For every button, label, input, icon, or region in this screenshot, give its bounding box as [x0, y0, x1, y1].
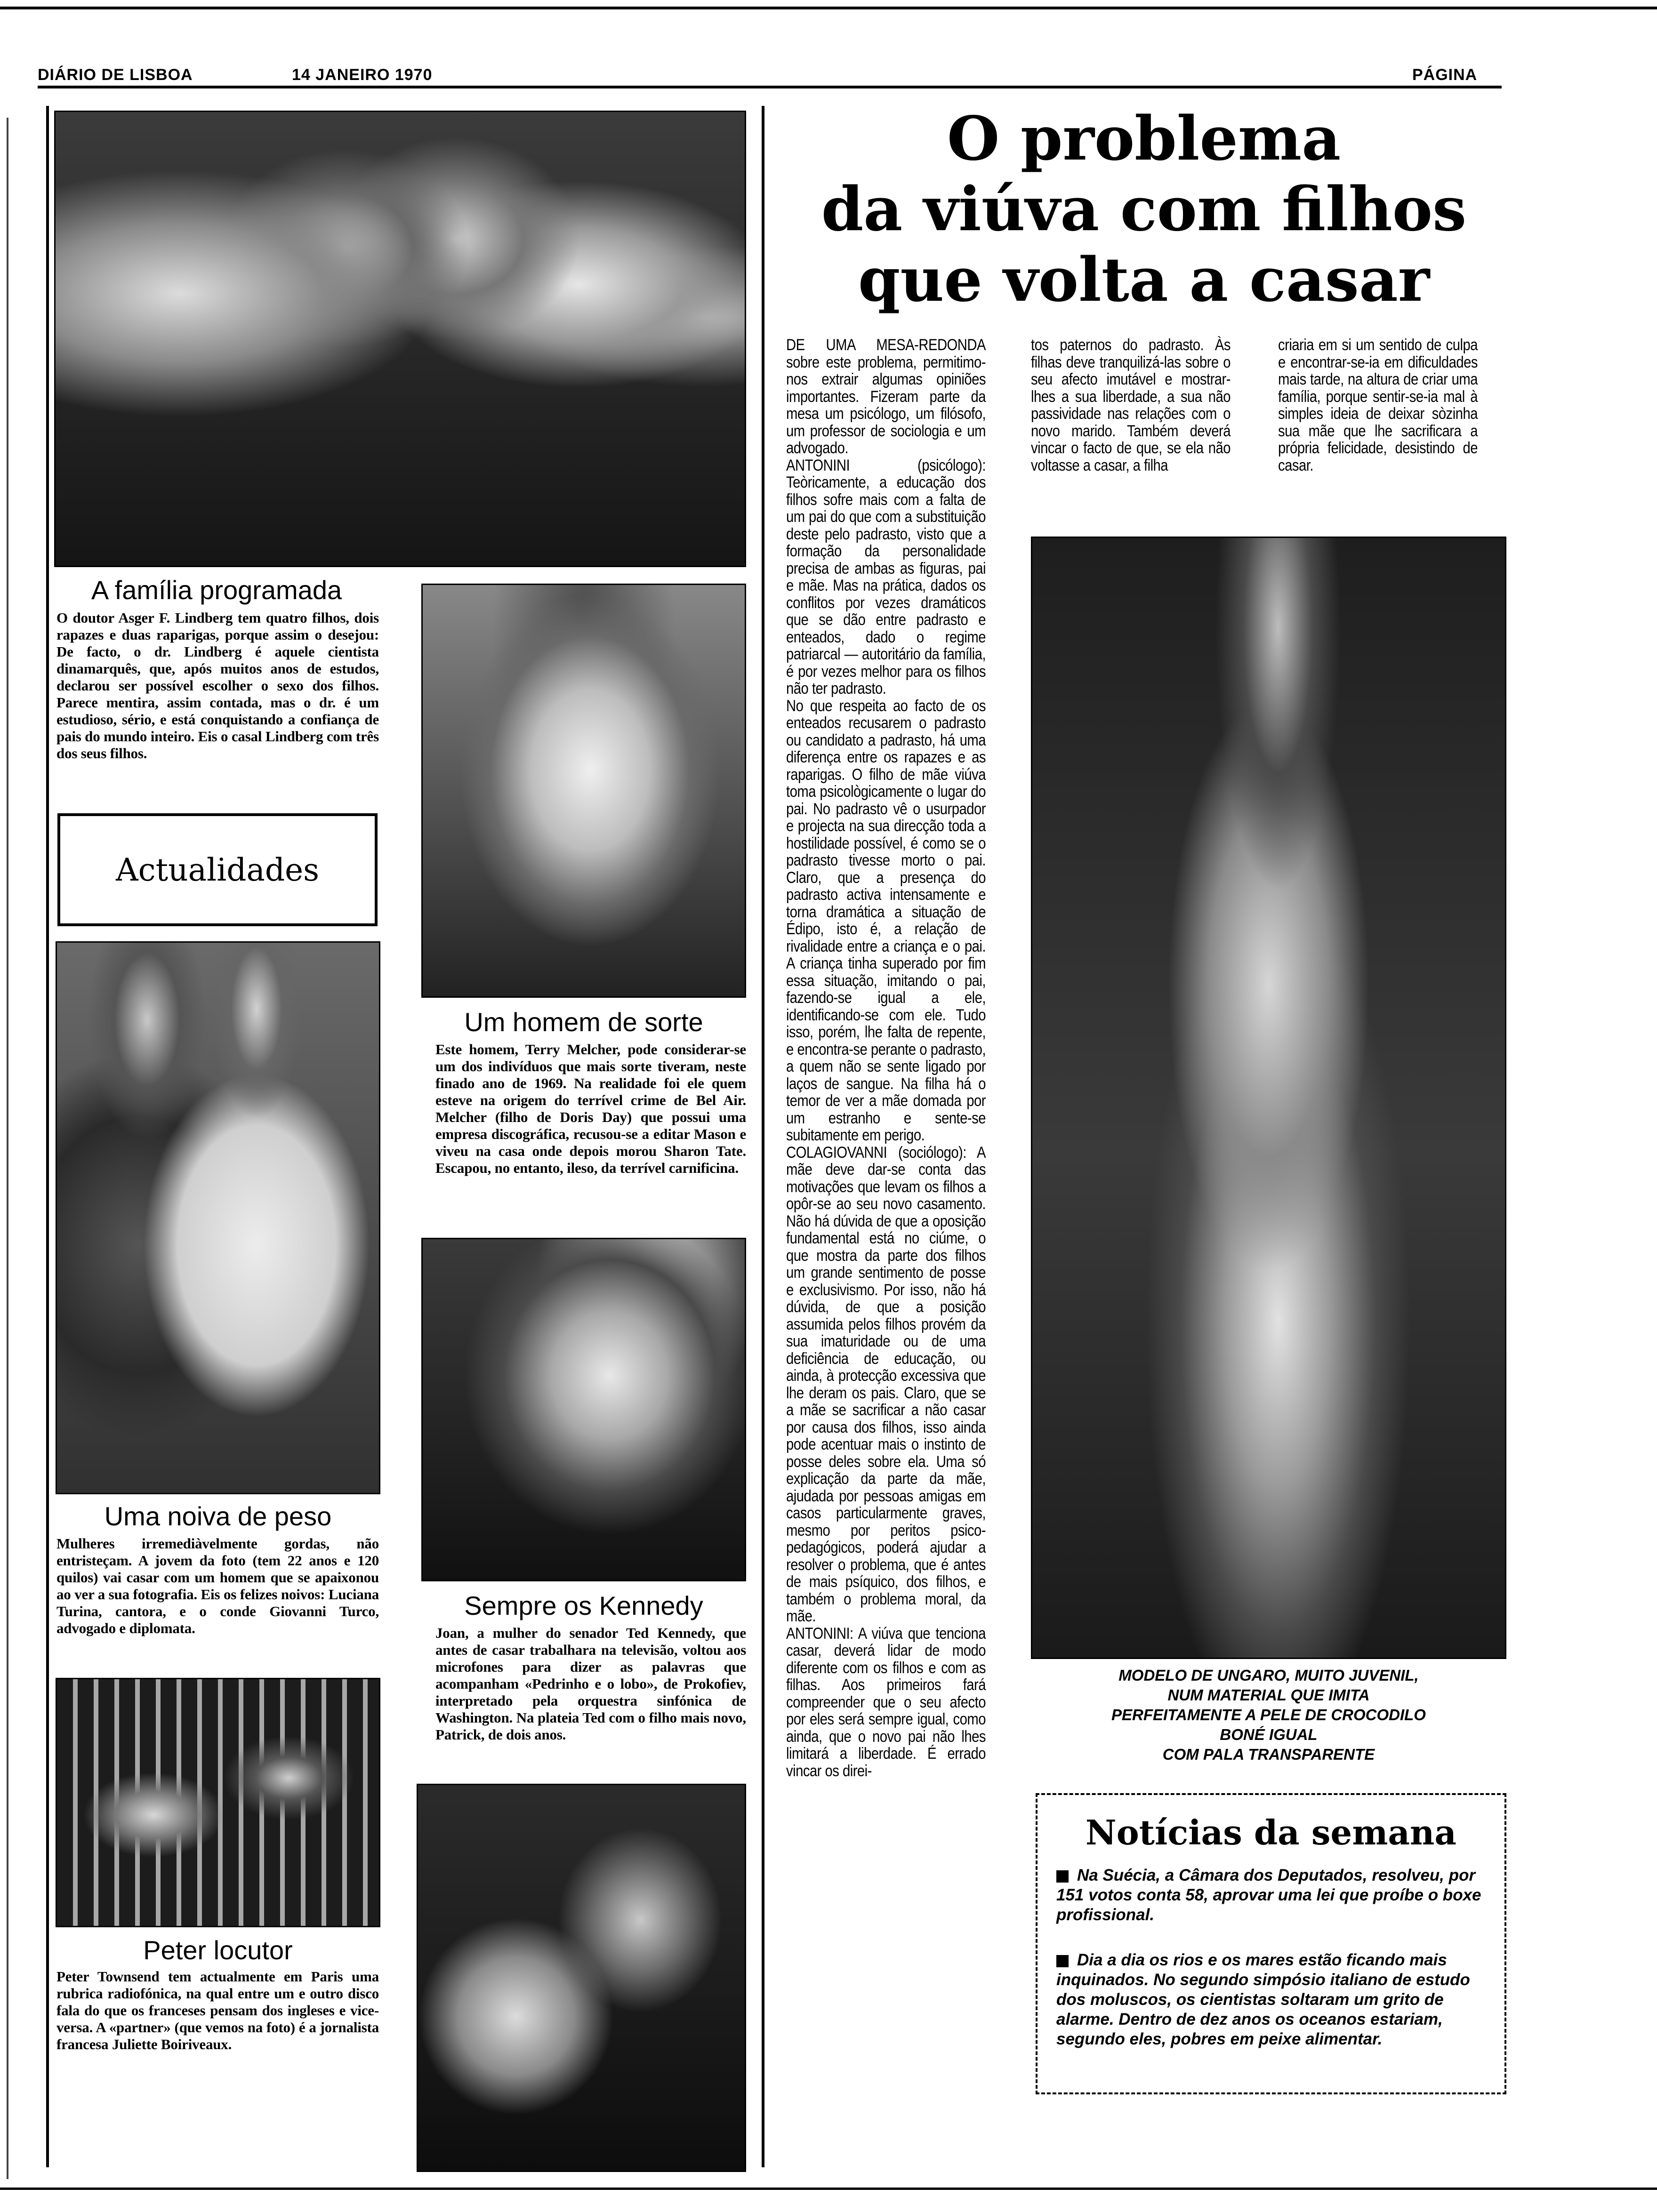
ungaro-caption-3: PERFEITAMENTE A PELE DE CROCODILO [1111, 1706, 1426, 1723]
article-headline-1: O problema [947, 104, 1341, 174]
article-headline-2: da viúva com filhos [821, 174, 1467, 245]
ted-patrick-photo [417, 1784, 746, 2172]
lindberg-family-photo [54, 111, 746, 567]
actualidades-label: Actualidades [116, 851, 319, 888]
page-label: PÁGINA [1412, 66, 1478, 84]
bullet-square-icon [1056, 1955, 1069, 1967]
noticias-item-2-text: Dia a dia os rios e os mares estão ficando mais inquinados. No segundo simpósio italiano de estudo dos moluscos, os cientistas soltaram um grito de alarme. Dentro de dez anos os oceanos estariam, segundo eles, pobres em peixe alimentar. [1056, 1951, 1470, 2048]
article-column-1: DE UMA MESA-REDONDA sobre este problema, permitimo-nos extrair algumas opiniões importantes. Fizeram parte da mesa um psicólogo, um filósofo, um professor de sociologia e um advogado. ANTONINI (psicólogo): Teòricamente, a educação dos filhos sofre mais com a falta de um pai do que com a substituição deste pelo padrasto, visto que a formação da personalidade precisa de ambas as figuras, pai e mãe. Mas na prática, dados os conflitos por vezes dramáticos que se dão entre padrasto e enteados, dado o regime patriarcal — autoritário da família, é por vezes melhor para os filhos não ter padrasto. No que respeita ao facto de os enteados recusarem o padrasto ou candidato a padrasto, há uma diferença entre os rapazes e as raparigas. O filho de mãe viúva toma psicològicamente o lugar do pai. No padrasto vê o usurpador e projecta na sua direcção toda a hostilidade possível, é como se o padrasto tivesse morto o pai. Claro, que a presença do padrasto activa intensamente e torna dramática a situação de Édipo, isto é, a relação de rivalidade entre a criança e o pai. A criança tinha superado por fim essa situação, imitando o pai, fazendo-se igual a ele, identificando-se com ele. Tudo isso, porém, lhe falta de repente, e encontra-se perante o padrasto, a quem não se sente ligado por laços de sangue. Na filha há o temor de ver a mãe domada por um estranho e sente-se subitamente em perigo. COLAGIOVANNI (sociólogo): A mãe deve dar-se conta das motivações que levam os filhos a opôr-se ao seu novo casamento. Não há dúvida de que a oposição fundamental está no ciúme, o que mostra da parte dos filhos um grande sentimento de posse e exclusivismo. Por isso, não há dúvida, de que a posição assumida pelos filhos provém da sua imaturidade ou de uma deficiência de educação, ou ainda, à protecção excessiva que lhe deram os pais. Claro, que se a mãe se sacrificar a não casar por causa dos filhos, isso ainda pode acentuar mais o instinto de posse deles sobre ela. Uma só explicação da parte da mãe, ajudada por pessoas amigas em casos particularmente graves, mesmo por peritos psico-pedagógicos, poderá ajudar a resolver o problema, que é antes de mais psíquico, dos filhos, e também o problema moral, da mãe. ANTONINI: A viúva que tenciona casar, deverá lidar de modo diferente com os filhos e com as filhas. Aos primeiros fará compreender que o seu afecto por eles será sempre igual, como ainda, que o novo pai não lhes limitará a liberdade. É errado vincar os direi- [786, 336, 986, 1780]
noiva-body: Mulheres irremediàvelmente gordas, não entristeçam. A jovem da foto (tem 22 anos e 120 quilos) vai casar com um homem que se apaixonou ao ver a sua fotografia. Eis os felizes noivos: Luciana Turina, cantora, e o conde Giovanni Turco, advogado e diplomata. [56, 1535, 379, 1636]
noticias-item-1 [1056, 1866, 1494, 1925]
page-top-rule [0, 7, 1657, 9]
noticias-title: Notícias da semana [1085, 1812, 1457, 1852]
familia-body: O doutor Asger F. Lindberg tem quatro filhos, dois rapazes e duas raparigas, porque assim o desejou: De facto, o dr. Lindberg é aquele cientista dinamarquês, que, após muitos anos de estudos, declarou ser possível escolher o sexo dos filhos. Parece mentira, assim contada, mas o dr. é um estudioso, sério, e está conquistando a confiança de pais do mundo inteiro. Eis o casal Lindberg com três dos seus filhos. [56, 609, 379, 761]
page-bottom-rule [0, 2188, 1657, 2190]
noiva-title: Uma noiva de peso [104, 1501, 332, 1531]
article-headline-3: que volta a casar [858, 245, 1430, 315]
kennedy-title: Sempre os Kennedy [464, 1591, 703, 1620]
noticias-item-1-text: Na Suécia, a Câmara dos Deputados, resolveu, por 151 votos conta 58, aprovar uma lei que proíbe o boxe profissional. [1056, 1866, 1481, 1924]
article-column-3: criaria em si um sentido de culpa e encontrar-se-ia em dificuldades mais tarde, na altura de criar uma família, porque sentir-se-ia mal à simples ideia de deixar sòzinha sua mãe que lhe sacrificara a própria felicidade, desistindo de casar. [1278, 336, 1478, 474]
bullet-square-icon [1056, 1870, 1069, 1883]
page-left-edge [7, 118, 8, 2179]
article-column-2: tos paternos do padrasto. Às filhas deve tranquilizá-las sobre o seu afecto imutável e mostrar-lhes a sua liberdade, a sua não passividade nas relações com o novo marido. Também deverá vincar o facto de que, se ela não voltasse a casar, a filha [1031, 336, 1231, 474]
header-rule [38, 86, 1502, 88]
sorte-title: Um homem de sorte [464, 1007, 703, 1037]
ungaro-fashion-photo [1031, 537, 1506, 1659]
locutor-photo [56, 1678, 380, 1927]
locutor-title: Peter locutor [143, 1935, 293, 1965]
kennedy-photo [421, 1238, 746, 1581]
noticias-item-2 [1056, 1950, 1494, 2049]
publication-name: DIÁRIO DE LISBOA [38, 66, 193, 84]
locutor-body: Peter Townsend tem actualmente em Paris uma rubrica radiofónica, na qual entre um e outro disco fala do que os franceses pensam dos ingleses e vice-versa. A «partner» (que vemos na foto) é a jornalista francesa Juliette Boiriveaux. [56, 1968, 379, 2052]
actualidades-box [57, 813, 378, 926]
column-rule-mid [762, 106, 764, 2167]
kennedy-body: Joan, a mulher do senador Ted Kennedy, que antes de casar trabalhara na televisão, voltou aos microfones para dizer as palavras que acompanham «Pedrinho e o lobo», de Prokofiev, interpretado pela orquestra sinfónica de Washington. Na plateia Ted com o filho mais novo, Patrick, de dois anos. [435, 1625, 746, 1743]
sorte-body: Este homem, Terry Melcher, pode considerar-se um dos indivíduos que mais sorte tiveram, neste finado ano de 1969. Na realidade foi ele quem esteve na origem do terrível crime de Bel Air. Melcher (filho de Doris Day) que possui uma empresa discográfica, recusou-se a editar Mason e viveu na casa onde depois morou Sharon Tate. Escapou, no entanto, ileso, da terrível carnificina. [435, 1041, 746, 1176]
ungaro-caption-5: COM PALA TRANSPARENTE [1162, 1746, 1375, 1763]
issue-date: 14 JANEIRO 1970 [292, 66, 433, 84]
noiva-photo [56, 941, 380, 1494]
familia-title: A família programada [91, 575, 342, 605]
melcher-photo [421, 584, 746, 998]
ungaro-caption-1: MODELO DE UNGARO, MUITO JUVENIL, [1118, 1667, 1419, 1684]
noticias-box [1036, 1793, 1506, 2094]
ungaro-caption-4: BONÉ IGUAL [1220, 1726, 1318, 1743]
ungaro-caption-2: NUM MATERIAL QUE IMITA [1167, 1686, 1370, 1704]
column-rule-left [46, 106, 49, 2167]
